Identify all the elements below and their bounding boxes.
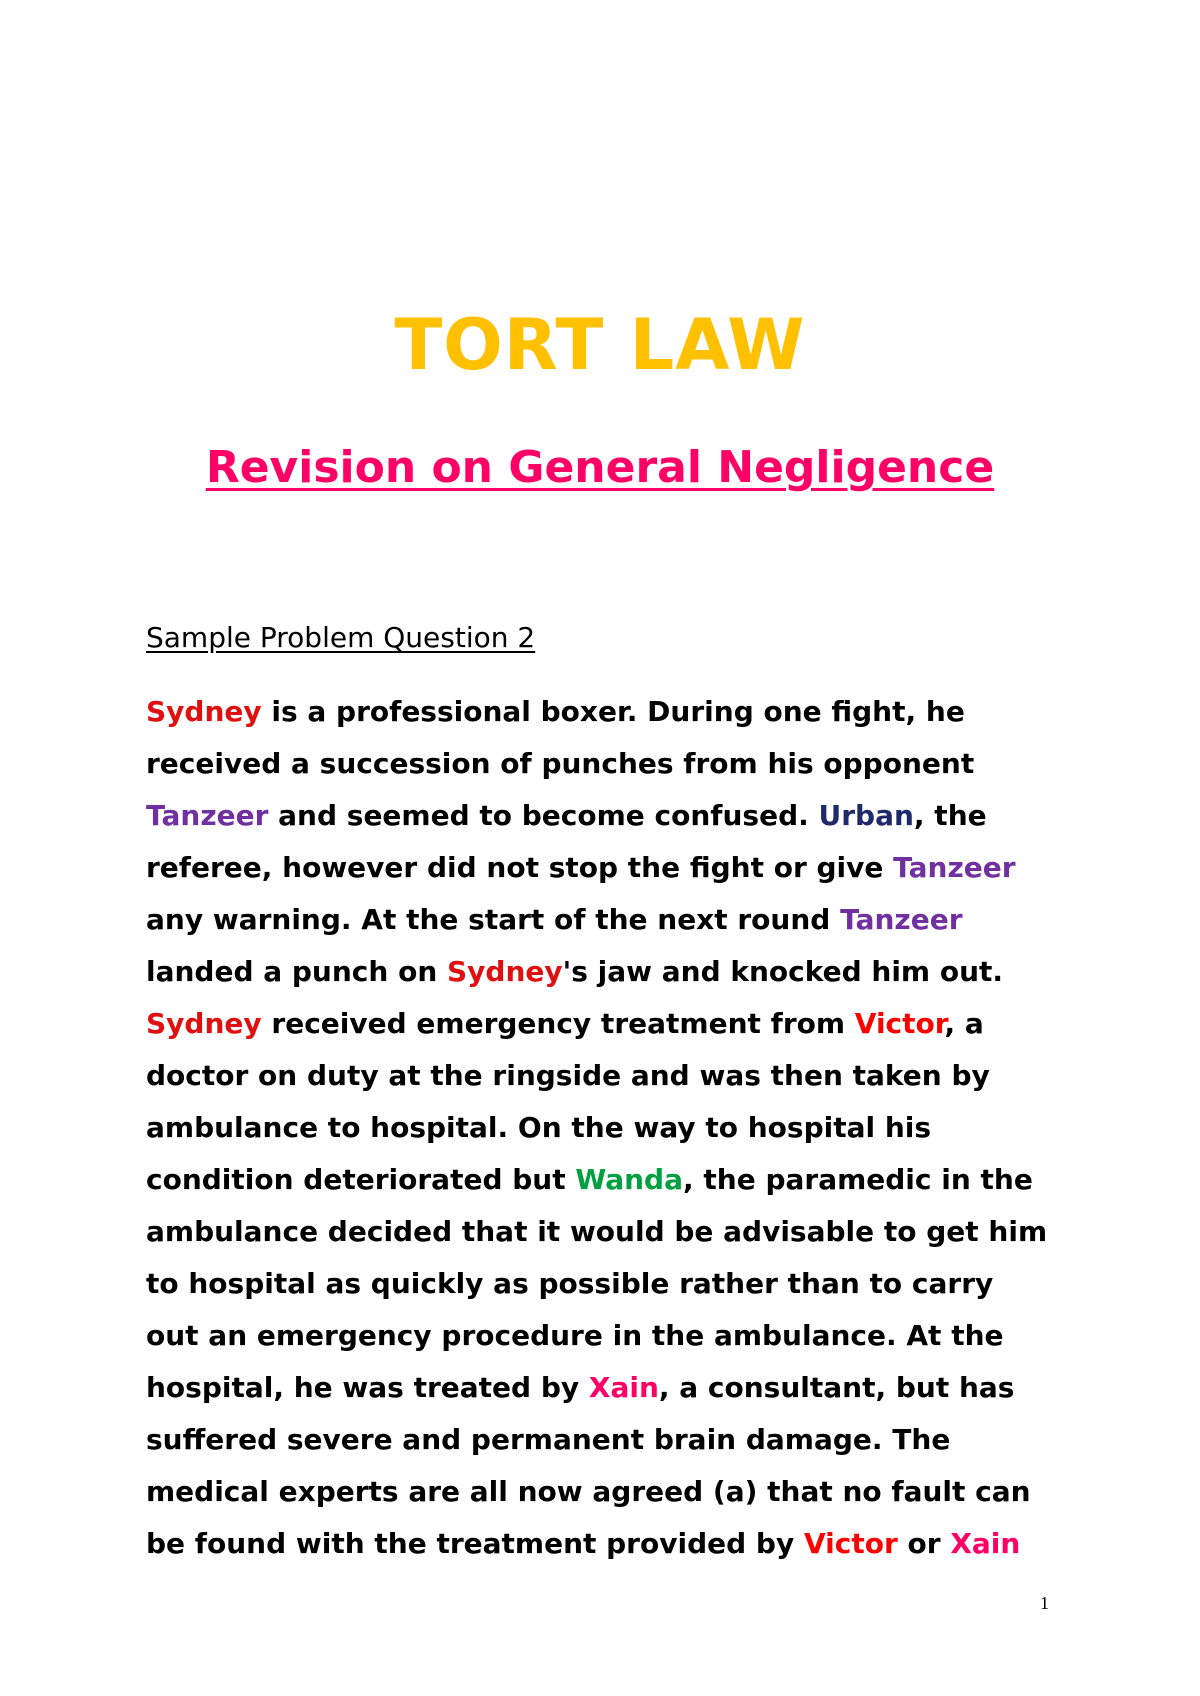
text-line — [146, 1258, 1076, 1310]
name-victor: Victor — [803, 1527, 898, 1560]
text-segment: doctor on duty at the ringside and was then taken by — [146, 1059, 990, 1092]
text-segment: is a professional boxer. During one fight, he — [261, 695, 965, 728]
text-line — [146, 1154, 1076, 1206]
text-segment: received a succession of punches from his opponent — [146, 747, 975, 780]
text-line — [146, 1414, 1076, 1466]
text-segment: referee, however did not stop the fight or give — [146, 851, 894, 884]
text-segment: landed a punch on — [146, 955, 447, 988]
name-sydney: Sydney — [146, 1007, 262, 1040]
text-line — [146, 790, 1076, 842]
problem-text — [146, 686, 1076, 1570]
name-wanda: Wanda — [575, 1163, 683, 1196]
name-tanzeer: Tanzeer — [146, 799, 269, 832]
text-segment: and seemed to become confused. — [268, 799, 819, 832]
text-segment: suffered severe and permanent brain damage. The — [146, 1423, 951, 1456]
name-sydney: Sydney — [447, 955, 563, 988]
text-line — [146, 1362, 1076, 1414]
text-line — [146, 1050, 1076, 1102]
text-line — [146, 686, 1076, 738]
name-tanzeer: Tanzeer — [840, 903, 963, 936]
text-segment: or — [897, 1527, 951, 1560]
text-segment: condition deteriorated but — [146, 1163, 576, 1196]
document-subtitle: Revision on General Negligence — [205, 442, 995, 493]
name-xain: Xain — [588, 1371, 659, 1404]
text-line — [146, 1310, 1076, 1362]
name-victor: Victor — [854, 1007, 945, 1040]
text-segment: received emergency treatment from — [261, 1007, 855, 1040]
name-tanzeer: Tanzeer — [893, 851, 1016, 884]
text-segment: medical experts are all now agreed (a) that no fault can — [146, 1475, 1031, 1508]
text-line — [146, 998, 1076, 1050]
text-segment: , the paramedic in the — [683, 1163, 1033, 1196]
text-segment: out an emergency procedure in the ambulance. At the — [146, 1319, 1004, 1352]
text-segment: ambulance to hospital. On the way to hospital his — [146, 1111, 932, 1144]
text-line — [146, 1466, 1076, 1518]
text-segment: to hospital as quickly as possible rather than to carry — [146, 1267, 994, 1300]
text-segment: , a consultant, but has — [658, 1371, 1015, 1404]
text-segment: ambulance decided that it would be advisable to get him — [146, 1215, 1048, 1248]
text-segment: hospital, he was treated by — [146, 1371, 589, 1404]
text-line — [146, 738, 1076, 790]
page-number: 1 — [1040, 1593, 1049, 1613]
text-segment: , the — [913, 799, 987, 832]
text-segment: be found with the treatment provided by — [146, 1527, 804, 1560]
text-line — [146, 894, 1076, 946]
name-sydney: Sydney — [146, 695, 262, 728]
section-heading: Sample Problem Question 2 — [146, 621, 536, 654]
text-line — [146, 1206, 1076, 1258]
name-urban: Urban — [818, 799, 914, 832]
document-title: TORT LAW — [394, 304, 806, 386]
text-line — [146, 1518, 1076, 1570]
name-xain: Xain — [950, 1527, 1021, 1560]
text-segment: , a — [944, 1007, 984, 1040]
text-line — [146, 842, 1076, 894]
text-segment: any warning. At the start of the next round — [146, 903, 841, 936]
text-line — [146, 1102, 1076, 1154]
text-line — [146, 946, 1076, 998]
text-segment: 's jaw and knocked him out. — [562, 955, 1004, 988]
